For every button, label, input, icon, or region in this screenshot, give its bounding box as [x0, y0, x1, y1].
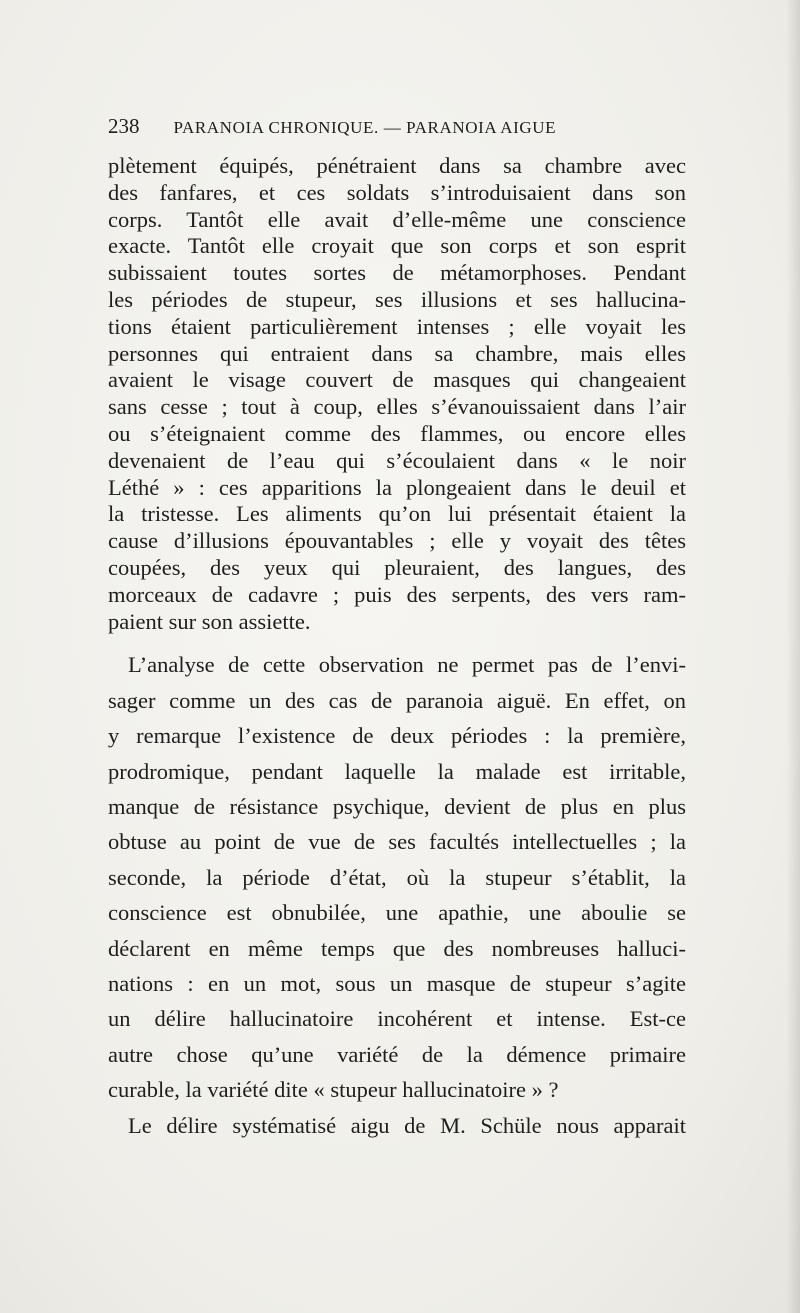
text-line: sager comme un des cas de paranoia aiguë. En effet, on [108, 687, 686, 713]
text-line: plètement équipés, pénétraient dans sa chambre avec [108, 153, 686, 178]
text-line: sans cesse ; tout à coup, elles s’évanouissaient dans l’air [108, 394, 686, 420]
paragraph-2 [108, 647, 686, 1107]
text-line: ou s’éteignaient comme des flammes, ou encore elles [108, 420, 686, 446]
text-line: prodromique, pendant laquelle la malade est irritable, [108, 758, 686, 784]
text-line: manque de résistance psychique, devient de plus en plus [108, 793, 686, 819]
text-line: seconde, la période d’état, où la stupeur s’établit, la [108, 864, 686, 890]
text-line: des fanfares, et ces soldats s’introduisaient dans son [108, 179, 686, 205]
text-line: corps. Tantôt elle avait d’elle-même une conscience [108, 206, 686, 232]
text-line: paient sur son assiette. [108, 608, 311, 634]
text-line: les périodes de stupeur, ses illusions et ses hallucina- [108, 286, 686, 312]
running-title: PARANOIA CHRONIQUE. — PARANOIA AIGUE [173, 118, 557, 137]
text-line: morceaux de cadavre ; puis des serpents, des vers ram- [108, 581, 686, 607]
body-text [108, 153, 686, 1143]
text-line: autre chose qu’une variété de la démence primaire [108, 1041, 686, 1067]
text-line: L’analyse de cette observation ne permet pas de l’envi- [128, 652, 686, 678]
text-line: avaient le visage couvert de masques qui changeaient [108, 367, 686, 393]
running-head [108, 114, 618, 144]
text-line: nations : en un mot, sous un masque de stupeur s’agite [108, 971, 686, 996]
text-line: Le délire systématisé aigu de M. Schüle nous apparait [128, 1112, 686, 1138]
text-line: exacte. Tantôt elle croyait que son corps et son esprit [108, 233, 686, 259]
text-line: Léthé » : ces apparitions la plongeaient dans le deuil et [108, 474, 686, 500]
text-line: tions étaient particulièrement intenses ; elle voyait les [108, 313, 686, 339]
text-line: déclarent en même temps que des nombreuses halluci- [108, 935, 686, 961]
text-line: la tristesse. Les aliments qu’on lui présentait étaient la [108, 501, 686, 527]
page-number: 238 [108, 114, 140, 138]
text-line: coupées, des yeux qui pleuraient, des langues, des [108, 554, 686, 580]
text-line: obtuse au point de vue de ses facultés intellectuelles ; la [108, 829, 686, 855]
text-line: cause d’illusions épouvantables ; elle y voyait des têtes [108, 528, 686, 554]
paragraph-3 [108, 1108, 686, 1143]
text-line: conscience est obnubilée, une apathie, une aboulie se [108, 900, 686, 926]
text-line: curable, la variété dite « stupeur hallucinatoire » ? [108, 1077, 559, 1103]
text-line: y remarque l’existence de deux périodes : la première, [108, 723, 686, 749]
text-line: devenaient de l’eau qui s’écoulaient dans « le noir [108, 447, 686, 473]
text-line: subissaient toutes sortes de métamorphoses. Pendant [108, 260, 686, 286]
page-edge-shadow [786, 0, 800, 1313]
text-line: personnes qui entraient dans sa chambre, mais elles [108, 340, 686, 366]
paragraph-1 [108, 153, 686, 635]
text-line: un délire hallucinatoire incohérent et intense. Est-ce [108, 1006, 686, 1032]
